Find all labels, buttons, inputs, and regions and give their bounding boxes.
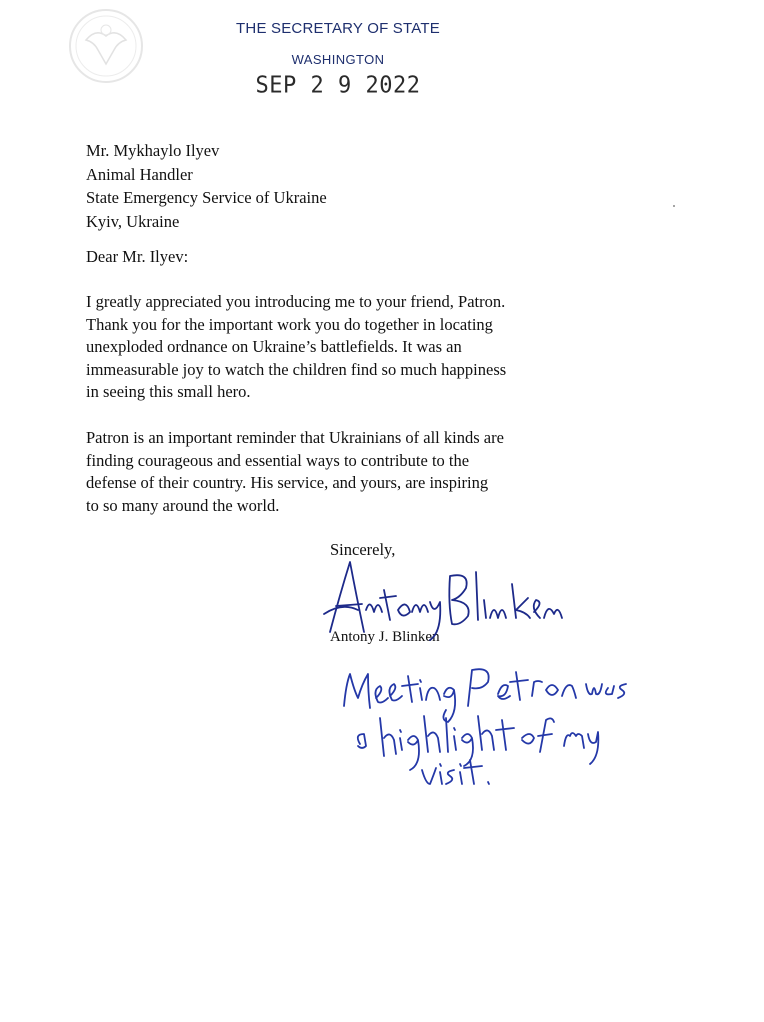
scan-speck	[673, 205, 675, 207]
recipient-location: Kyiv, Ukraine	[86, 211, 180, 231]
paragraph-line: finding courageous and essential ways to contribute to the	[86, 450, 470, 470]
date-stamp: SEP 2 9 2022	[255, 72, 421, 99]
letterhead-title: THE SECRETARY OF STATE	[236, 20, 440, 37]
recipient-organization: State Emergency Service of Ukraine	[86, 188, 327, 207]
paragraph-line: unexploded ordnance on Ukraine’s battlefields. It was an	[86, 337, 462, 356]
signer-name: Antony J. Blinken	[330, 629, 440, 645]
paragraph-line: to so many around the world.	[86, 495, 280, 515]
paragraph-line: I greatly appreciated you introducing me to your friend, Patron.	[86, 292, 506, 311]
recipient-name: Mr. Mykhaylo Ilyev	[86, 141, 220, 160]
paragraph-line: defense of their country. His service, and yours, are inspiring	[86, 473, 489, 492]
recipient-title: Animal Handler	[86, 164, 193, 184]
paragraph-line: Thank you for the important work you do together in locating	[86, 314, 493, 334]
paragraph-line: Patron is an important reminder that Ukrainians of all kinds are	[86, 428, 504, 447]
body-paragraph-1	[86, 291, 606, 404]
paragraph-line: in seeing this small hero.	[86, 382, 251, 401]
handwritten-signature	[322, 554, 592, 644]
closing: Sincerely,	[330, 540, 396, 559]
handwritten-note	[330, 660, 630, 800]
great-seal-emboss-icon	[66, 6, 146, 86]
salutation: Dear Mr. Ilyev:	[86, 247, 189, 266]
letterhead-city: WASHINGTON	[291, 52, 385, 67]
recipient-address	[86, 139, 327, 233]
paragraph-line: immeasurable joy to watch the children find so much happiness	[86, 359, 507, 379]
body-paragraph-2	[86, 427, 606, 517]
